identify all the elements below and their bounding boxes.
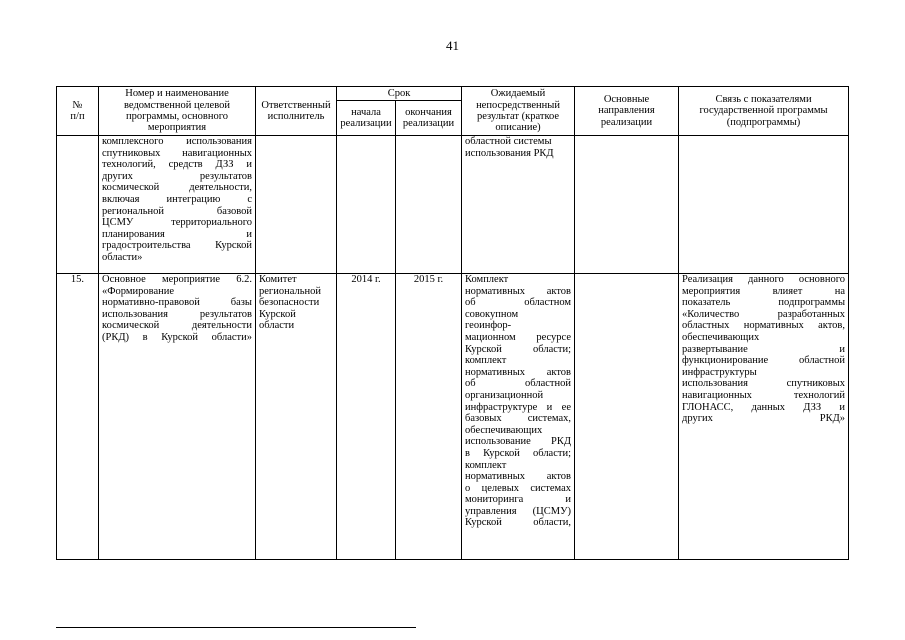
cell-directions — [575, 274, 679, 560]
cell-end: 2015 г. — [396, 274, 462, 560]
cell-result: Комплект нормативных актов об областном совокупном геоинфор- мационном ресурсе Курской области; комплект нормативных актов об областной организационной инфраструктуре и ее базовых системах, обеспечивающих использование РКД в Курской области; комплект нормативных актов о целевых системах мониторинга и управления (ЦСМУ) Курской области, — [462, 274, 575, 560]
cell-name: Основное мероприятие 6.2. «Формирование нормативно-правовой базы использования результатов космической деятельности (РКД) в Курской области» — [99, 274, 256, 560]
page-number: 41 — [446, 38, 459, 53]
table-row — [57, 274, 849, 560]
header-executor: Ответственный исполнитель — [256, 87, 337, 136]
cell-directions — [575, 136, 679, 274]
cell-end — [396, 136, 462, 274]
footnote-divider — [56, 627, 416, 628]
cell-link — [679, 136, 849, 274]
header-link: Связь с показателями государственной программы (подпрограммы) — [679, 87, 849, 136]
table-row — [57, 136, 849, 274]
cell-executor — [256, 136, 337, 274]
header-num: № п/п — [57, 87, 99, 136]
cell-result: областной системы использования РКД — [462, 136, 575, 274]
header-term-end: окончания реализации — [396, 101, 462, 136]
cell-link: Реализация данного основного мероприятия влияет на показатель подпрограммы «Количество разработанных областных нормативных актов, обеспечивающих развертывание и функционирование областной инфраструктуры использования спутниковых навигационных технологий ГЛОНАСС, данных ДЗЗ и других РКД» — [679, 274, 849, 560]
cell-start — [337, 136, 396, 274]
header-result: Ожидаемый непосредственный результат (краткое описание) — [462, 87, 575, 136]
cell-start: 2014 г. — [337, 274, 396, 560]
cell-name: комплексного использования спутниковых навигационных технологий, средств ДЗЗ и других результатов космической деятельности, включая интеграцию с региональной базовой ЦСМУ территориального планирования и градостроительства Курской области» — [99, 136, 256, 274]
cell-num — [57, 136, 99, 274]
cell-executor: Комитет региональной безопасности Курской области — [256, 274, 337, 560]
cell-num: 15. — [57, 274, 99, 560]
header-directions: Основные направления реализации — [575, 87, 679, 136]
header-term-start: начала реализации — [337, 101, 396, 136]
program-table — [56, 86, 849, 560]
header-name: Номер и наименование ведомственной целевой программы, основного мероприятия — [99, 87, 256, 136]
header-term: Срок — [337, 87, 462, 101]
